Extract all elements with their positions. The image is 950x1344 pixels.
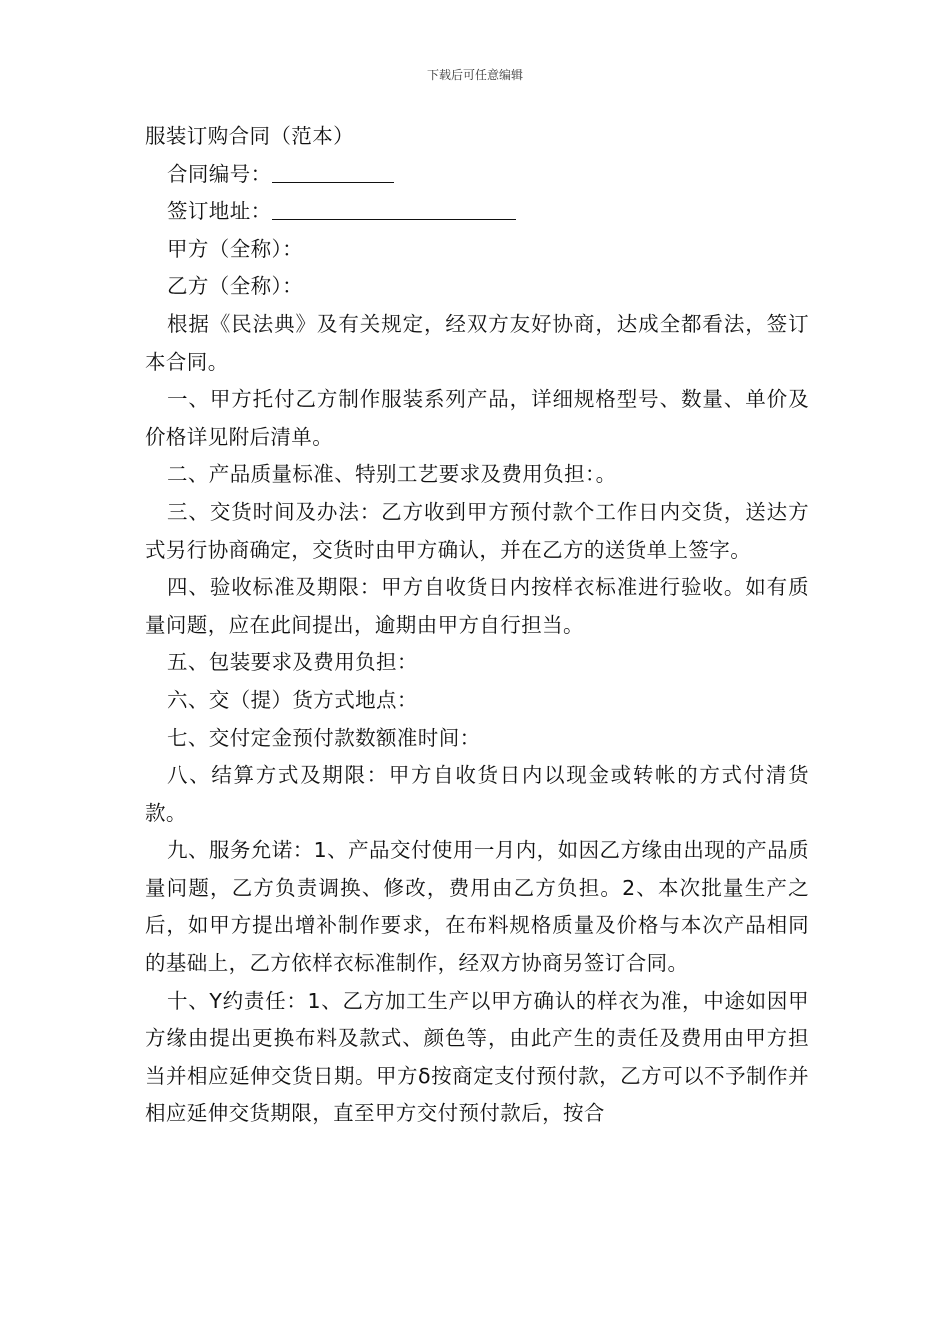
clause-3: 三、交货时间及办法：乙方收到甲方预付款个工作日内交货，送达方式另行协商确定，交货时由甲方确认，并在乙方的送货单上签字。 [145,499,809,562]
clause-2: 二、产品质量标准、特别工艺要求及费用负担：。 [167,462,617,487]
clause-9: 九、服务允诺：1、产品交付使用一月内，如因乙方缘由出现的产品质量问题，乙方负责调换、修改，费用由乙方负担。2、本次批量生产之后，如甲方提出增补制作要求，在布料规格质量及价格与本次产品相同的基础上，乙方依样衣标准制作，经双方协商另签订合同。 [145,838,809,976]
contract-document [145,118,809,1133]
contract-number-row [145,156,809,194]
clause-5: 五、包装要求及费用负担： [167,650,418,675]
party-a-row [145,231,809,269]
clause-1: 一、甲方托付乙方制作服装系列产品，详细规格型号、数量、单价及价格详见附后清单。 [145,387,809,449]
intro-paragraph: 根据《民法典》及有关规定，经双方友好协商，达成全都看法，签订本合同。 [145,311,809,374]
sign-place-label: 签订地址： [167,199,272,224]
clause-10: 十、Y约责任：1、乙方加工生产以甲方确认的样衣为准，中途如因甲方缘由提出更换布料及款式、颜色等，由此产生的责任及费用由甲方担当并相应延伸交货日期。甲方δ按商定支付预付款，乙方可以不予制作并相应延伸交货期限，直至甲方交付预付款后，按合 [145,988,809,1126]
header-note: 下载后可任意编辑 [426,68,523,82]
party-b-label: 乙方（全称）： [167,274,304,299]
party-b-row [145,268,809,306]
party-a-label: 甲方（全称）： [167,236,304,261]
document-title: 服装订购合同（范本） [145,124,354,148]
clause-6: 六、交（提）货方式地点： [167,687,418,712]
sign-place-row [145,193,809,231]
clause-4: 四、验收标准及期限：甲方自收货日内按样衣标准进行验收。如有质量问题，应在此间提出，逾期由甲方自行担当。 [145,575,809,637]
clause-7: 七、交付定金预付款数额准时间： [167,725,481,750]
clause-8: 八、结算方式及期限：甲方自收货日内以现金或转帐的方式付清货款。 [145,763,809,825]
contract-number-blank[interactable] [272,160,394,183]
sign-place-blank[interactable] [272,197,516,220]
contract-number-label: 合同编号： [167,161,272,186]
